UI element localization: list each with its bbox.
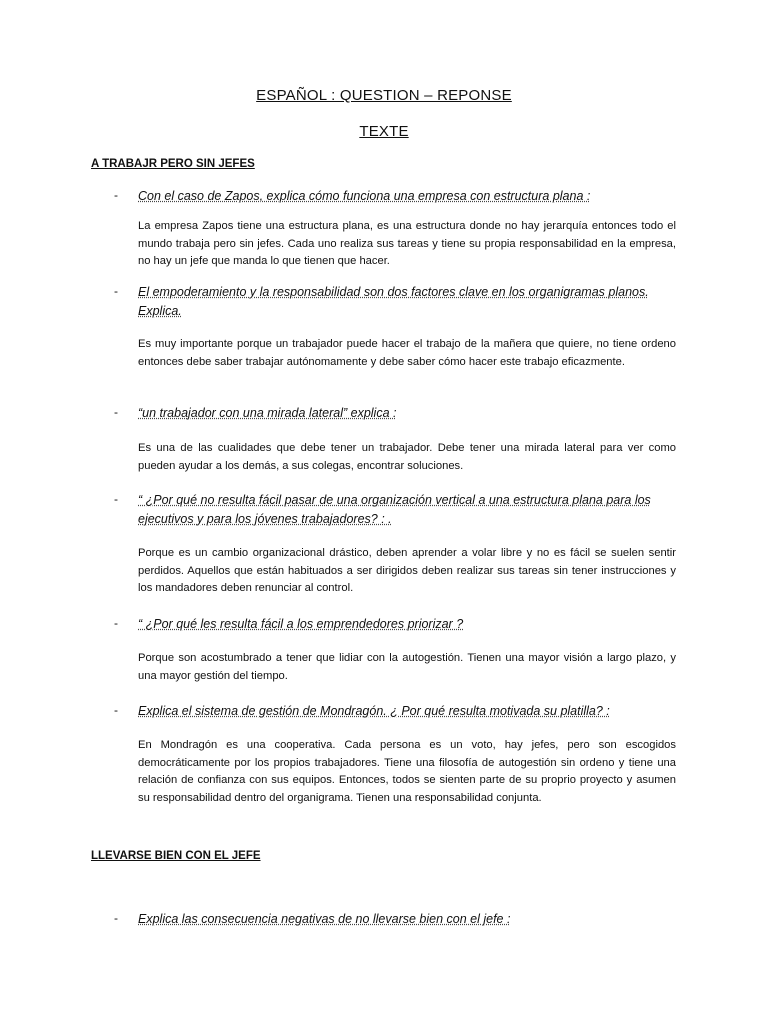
answer-text: La empresa Zapos tiene una estructura plana, es una estructura donde no hay jerarquía entonces todo el mundo trabaja pero sin jefes. Cada uno realiza sus tareas y tiene su propia responsabilidad en la empresa, no hay un jefe que manda lo que tienen que hacer. [138,220,676,267]
answer-text: Es muy importante porque un trabajador puede hacer el trabajo de la mañera que quiere, no tiene ordeno entonces debe saber trabajar autónomamente y debe saber cómo hacer este trabajo eficazmente. [138,338,676,368]
list-bullet: - [114,616,118,630]
list-bullet: - [114,405,118,419]
list-bullet: - [114,492,118,506]
answer-text: Porque son acostumbrado a tener que lidiar con la autogestión. Tienen una mayor visión a largo plazo, y una mayor gestión del tiempo. [138,652,676,682]
question-text: “ ¿Por qué no resulta fácil pasar de una organización vertical a una estructura plana para los ejecutivos y para los jóvenes trabajadores? : . [138,493,651,526]
question-text: Con el caso de Zapos, explica cómo funciona una empresa con estructura plana : [138,189,591,203]
list-bullet: - [114,911,118,925]
document-title: ESPAÑOL : QUESTION – REPONSE [256,87,512,104]
answer-text: En Mondragón es una cooperativa. Cada persona es un voto, hay jefes, pero son escogidos democráticamente por los propios trabajadores. Tiene una filosofía de autogestión sin ordeno y tiene una relación de confianza con sus equipos. Entonces, todos se sienten parte de su proprio proyecto y asumen su responsabilidad dentro del organigrama. Tienen una responsabilidad conjunta. [138,739,676,804]
question-text: Explica el sistema de gestión de Mondragón. ¿ Por qué resulta motivada su platilla? : [138,704,610,718]
question-text: Explica las consecuencia negativas de no llevarse bien con el jefe : [138,912,511,926]
answer-text: Porque es un cambio organizacional drástico, deben aprender a volar libre y no es fácil se suelen sentir perdidos. Aquellos que están habituados a ser dirigidos deben realizar sus tareas sin tener instrucciones y los mandadores deben renunciar al control. [138,547,676,594]
question-text: “ ¿Por qué les resulta fácil a los emprendedores priorizar ? [138,617,464,631]
list-bullet: - [114,284,118,298]
section-heading: A TRABAJR PERO SIN JEFES [91,158,255,170]
answer-text: Es una de las cualidades que debe tener un trabajador. Debe tener una mirada lateral para ver como pueden ayudar a los demás, a sus colegas, encontrar soluciones. [138,442,676,472]
document-subtitle: TEXTE [359,123,409,140]
list-bullet: - [114,188,118,202]
section-heading: LLEVARSE BIEN CON EL JEFE [91,850,261,862]
question-text: “un trabajador con una mirada lateral” explica : [138,406,397,420]
question-text: El empoderamiento y la responsabilidad son dos factores clave en los organigramas planos. Explica. [138,285,649,318]
list-bullet: - [114,703,118,717]
